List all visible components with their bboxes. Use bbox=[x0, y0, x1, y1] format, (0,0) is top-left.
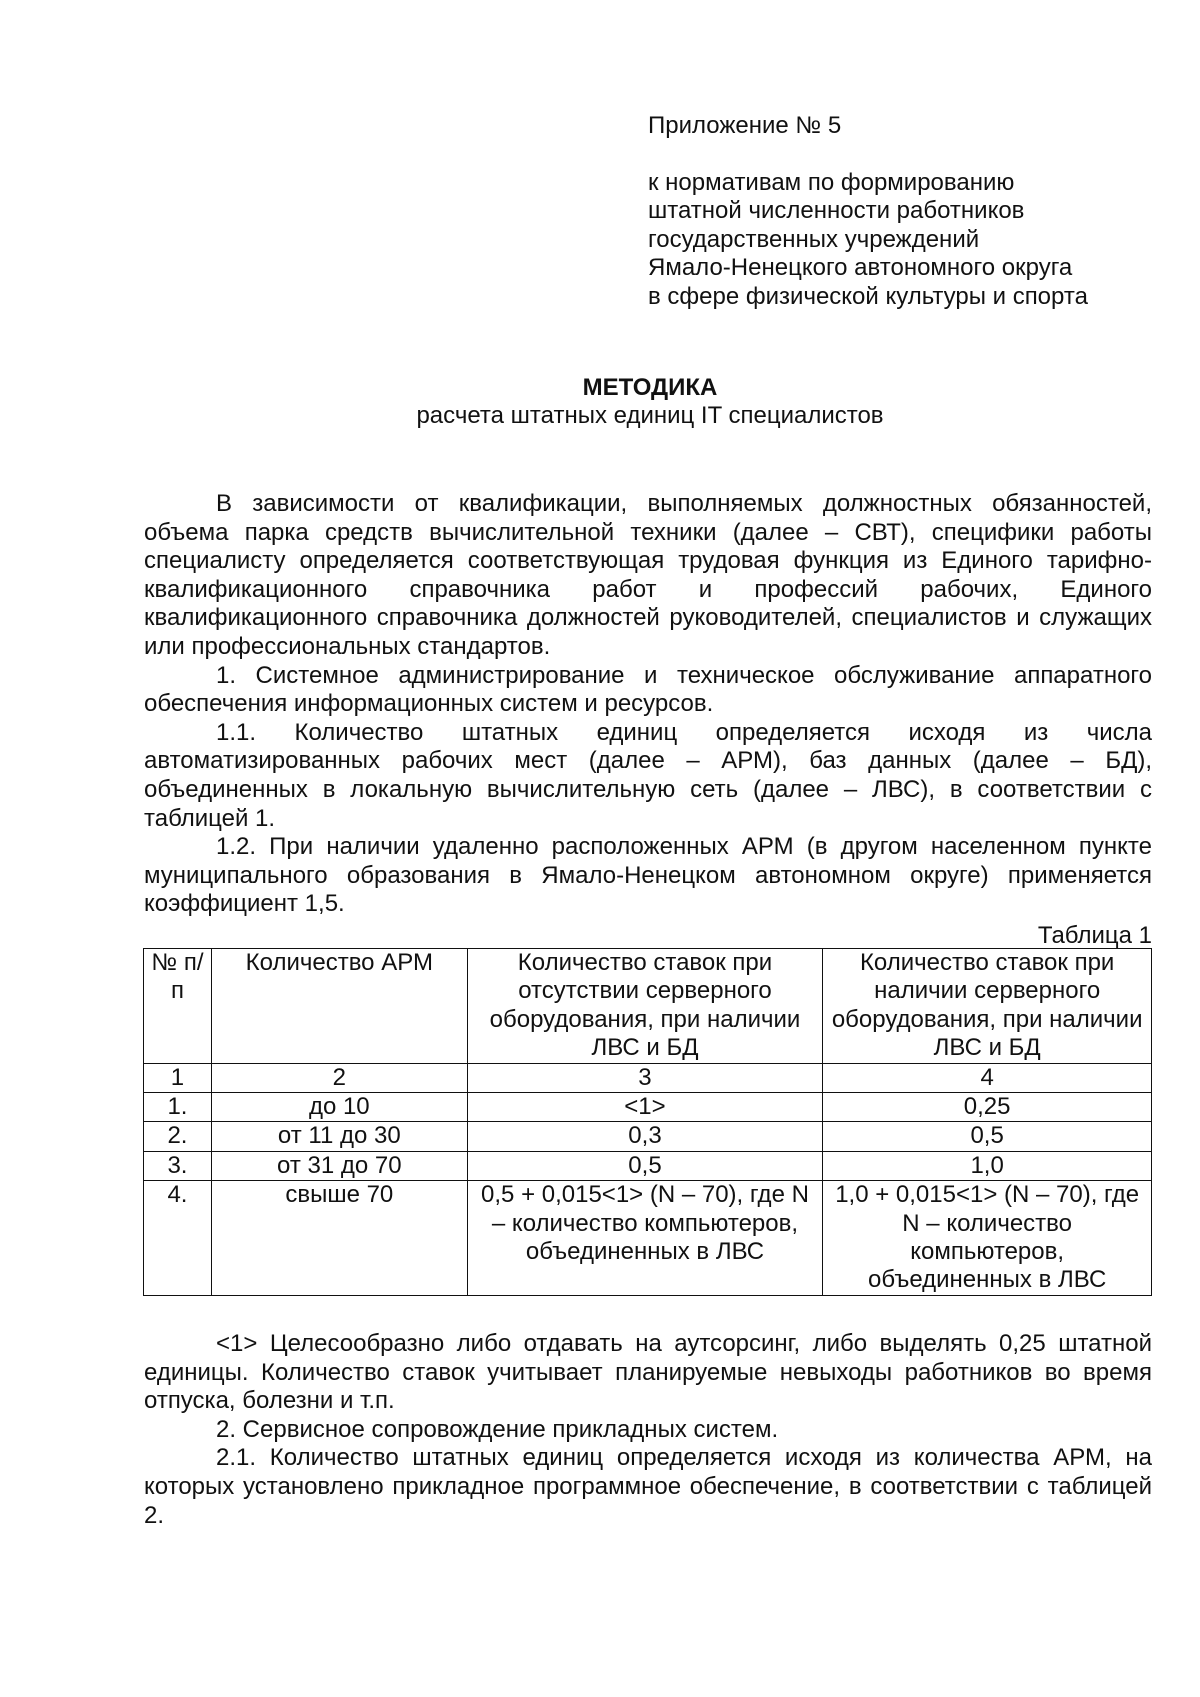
table-cell: 1 bbox=[144, 1063, 212, 1092]
table-cell: до 10 bbox=[211, 1093, 467, 1122]
body-text-bottom bbox=[144, 1330, 1152, 1530]
document-subtitle: расчета штатных единиц IT специалистов bbox=[416, 402, 884, 429]
annex-line: к нормативам по формированию bbox=[648, 168, 1015, 196]
table-row bbox=[144, 1093, 1152, 1122]
table-header-cell: Количество ставок при наличии серверного оборудования, при наличии ЛВС и БД bbox=[823, 949, 1152, 1064]
paragraph: 1.1. Количество штатных единиц определяется исходя из числа автоматизированных рабочих мест (далее – АРМ), баз данных (далее – БД), объединенных в локальную вычислительную сеть (далее – ЛВС), в соответствии с таблицей 1. bbox=[144, 718, 1152, 832]
annex-line: государственных учреждений bbox=[648, 225, 980, 253]
table-header-row bbox=[144, 949, 1152, 1064]
paragraph: 1. Системное администрирование и техническое обслуживание аппаратного обеспечения информационных систем и ресурсов. bbox=[144, 661, 1152, 718]
table-cell: 2. bbox=[144, 1122, 212, 1151]
table-cell: 0,3 bbox=[467, 1122, 823, 1151]
table-header-cell: № п/п bbox=[144, 949, 212, 1064]
paragraph: 2. Сервисное сопровождение прикладных систем. bbox=[216, 1415, 779, 1443]
table-row bbox=[144, 1151, 1152, 1180]
table-cell: свыше 70 bbox=[211, 1181, 467, 1296]
table-caption: Таблица 1 bbox=[1037, 922, 1152, 949]
footnote-paragraph: <1> Целесообразно либо отдавать на аутсорсинг, либо выделять 0,25 штатной единицы. Количество ставок учитывает планируемые невыходы работников во время отпуска, болезни и т.п. bbox=[144, 1330, 1152, 1415]
table-row bbox=[144, 1181, 1152, 1296]
paragraph: 1.2. При наличии удаленно расположенных АРМ (в другом населенном пункте муниципального образования в Ямало-Ненецком автономном округе) применяется коэффициент 1,5. bbox=[144, 833, 1152, 918]
table-cell: 4 bbox=[823, 1063, 1152, 1092]
table-cell: 3. bbox=[144, 1151, 212, 1180]
body-text-top bbox=[144, 490, 1152, 919]
table-cell: 3 bbox=[467, 1063, 823, 1092]
paragraph: В зависимости от квалификации, выполняемых должностных обязанностей, объема парка средств вычислительной техники (далее – СВТ), специфики работы специалисту определяется соответствующая трудовая функция из Единого тарифно-квалификационного справочника работ и профессий рабочих, Единого квалификационного справочника должностей руководителей, специалистов и служащих или профессиональных стандартов. bbox=[144, 490, 1152, 660]
table-header-cell: Количество ставок при отсутствии серверного оборудования, при наличии ЛВС и БД bbox=[467, 949, 823, 1064]
table-cell: 0,25 bbox=[823, 1093, 1152, 1122]
table-numbering-row bbox=[144, 1063, 1152, 1092]
table-cell: 0,5 bbox=[467, 1151, 823, 1180]
table-cell: 0,5 + 0,015<1> (N – 70), где N – количество компьютеров, объединенных в ЛВС bbox=[467, 1181, 823, 1296]
staffing-table bbox=[143, 948, 1152, 1296]
annex-line: в сфере физической культуры и спорта bbox=[648, 282, 1088, 310]
table-cell: 1. bbox=[144, 1093, 212, 1122]
annex-block bbox=[648, 112, 1168, 311]
table-cell: 1,0 + 0,015<1> (N – 70), где N – количество компьютеров, объединенных в ЛВС bbox=[823, 1181, 1152, 1296]
paragraph: 2.1. Количество штатных единиц определяется исходя из количества АРМ, на которых установлено прикладное программное обеспечение, в соответствии с таблицей 2. bbox=[144, 1444, 1152, 1529]
document-title: МЕТОДИКА bbox=[582, 374, 718, 401]
table-header-cell: Количество АРМ bbox=[211, 949, 467, 1064]
table-cell: <1> bbox=[467, 1093, 823, 1122]
table-cell: от 11 до 30 bbox=[211, 1122, 467, 1151]
table-cell: от 31 до 70 bbox=[211, 1151, 467, 1180]
annex-line: штатной численности работников bbox=[648, 197, 1025, 224]
annex-title: Приложение № 5 bbox=[648, 112, 842, 139]
table-row bbox=[144, 1122, 1152, 1151]
table-cell: 1,0 bbox=[823, 1151, 1152, 1180]
table-cell: 4. bbox=[144, 1181, 212, 1296]
table-cell: 2 bbox=[211, 1063, 467, 1092]
table-cell: 0,5 bbox=[823, 1122, 1152, 1151]
annex-line: Ямало-Ненецкого автономного округа bbox=[648, 254, 1073, 281]
